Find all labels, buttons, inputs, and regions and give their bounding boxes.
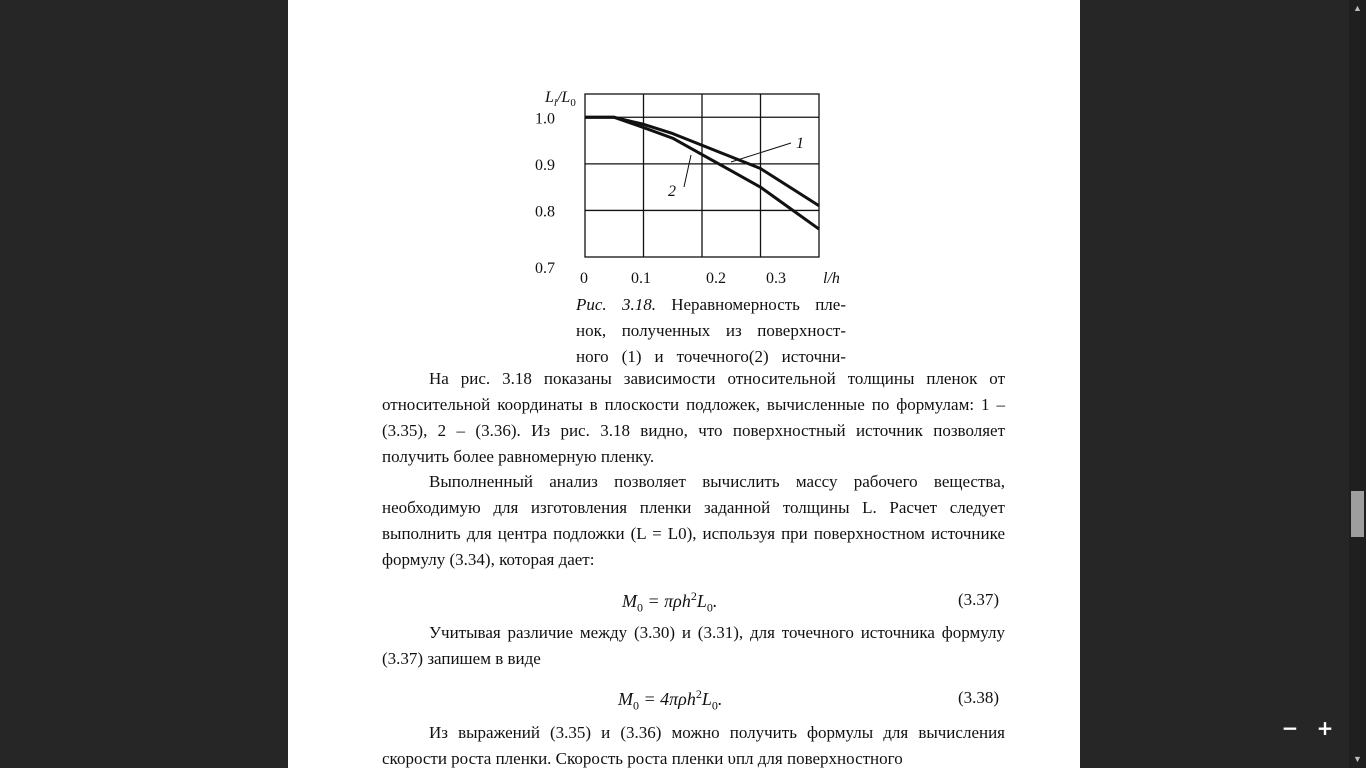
y-tick-label: 0.7 — [535, 260, 555, 277]
scroll-down-arrow-icon[interactable]: ▼ — [1353, 754, 1362, 764]
y-tick-label: 1.0 — [535, 110, 555, 128]
paragraph-4: Из выражений (3.35) и (3.36) можно получить формулы для вычисления скорости роста пленки. Скорость роста пленки υпл для поверхностного — [382, 723, 1005, 768]
x-tick-labels — [580, 270, 786, 287]
zoom-in-button[interactable]: + — [1316, 716, 1334, 740]
curve-1-label: 1 — [796, 135, 804, 152]
caption-number: Рис. 3.18. — [576, 295, 656, 314]
paragraph-2: Выполненный анализ позволяет вычислить массу рабочего вещества, необходимую для изготовления пленки заданной толщины L. Расчет следует выполнить для центра подложки (L = L0), используя при поверхностном источнике формулу (3.34), которая дает: — [382, 472, 1005, 569]
x-tick-label: 0 — [580, 270, 588, 287]
zoom-out-button[interactable]: − — [1281, 716, 1299, 740]
figure-caption — [576, 292, 846, 370]
paragraph-1: На рис. 3.18 показаны зависимости относительной толщины пленок от относительной координаты в плоскости подложек, вычисленные по формулам: 1 – (3.35), 2 – (3.36). Из рис. 3.18 видно, что поверхностный источник позволяет получить более равномерную пленку. — [382, 369, 1005, 466]
x-tick-label: 0.3 — [766, 270, 786, 287]
vertical-scrollbar[interactable] — [1349, 0, 1366, 768]
caption-line-3: ного (1) и точечного(2) источни- — [576, 347, 846, 366]
x-tick-label: 0.1 — [631, 270, 651, 287]
figure-3-18-chart — [288, 0, 1080, 300]
caption-line-1: Неравномерность пле- — [671, 295, 846, 314]
y-tick-labels — [535, 110, 555, 277]
equation-number-3-37: (3.37) — [958, 590, 1000, 609]
document-page — [288, 0, 1080, 768]
y-axis-label: $L_l/L_0$ — [545, 89, 576, 109]
equation-number-3-38: (3.38) — [958, 688, 1000, 707]
x-tick-label: 0.2 — [706, 270, 726, 287]
x-axis-label: l/h — [823, 270, 840, 287]
paragraph-3: Учитывая различие между (3.30) и (3.31), для точечного источника формулу (3.37) запишем в виде — [382, 623, 1005, 668]
y-tick-label: 0.8 — [535, 203, 555, 221]
curve-2-label: 2 — [668, 183, 676, 200]
curve-2-leader — [684, 155, 691, 187]
caption-line-2: нок, полученных из поверхност- — [576, 321, 846, 340]
scroll-up-arrow-icon[interactable]: ▲ — [1353, 3, 1362, 13]
equation-3-38: $M_0 = 4\pi\rho h^2L_0$. — [618, 687, 723, 713]
equation-3-37: $M_0 = \pi\rho h^2L_0$. — [622, 589, 718, 615]
y-tick-label: 0.9 — [535, 156, 555, 174]
scrollbar-thumb[interactable] — [1351, 491, 1364, 537]
